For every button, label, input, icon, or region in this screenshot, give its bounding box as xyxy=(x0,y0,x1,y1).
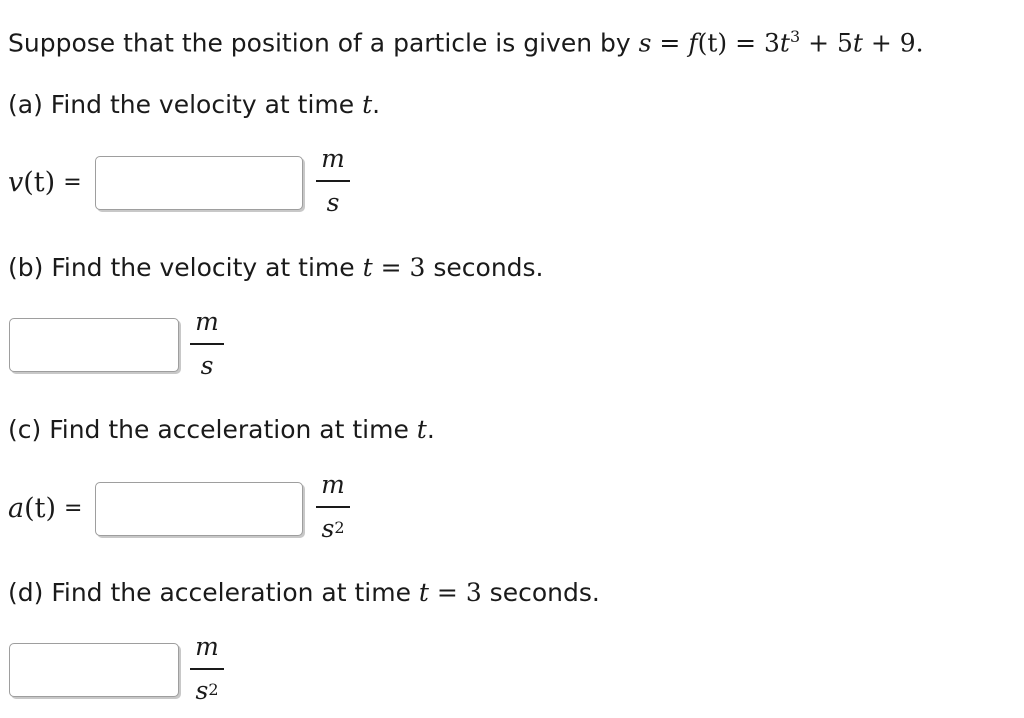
unit-base: s xyxy=(195,676,209,705)
acceleration-argument: (t) xyxy=(24,493,57,524)
time-variable: t xyxy=(852,28,863,58)
unit-exponent: 2 xyxy=(208,680,219,699)
unit-numerator: m xyxy=(321,144,345,173)
acceleration-at-3-input[interactable] xyxy=(10,644,178,696)
time-variable: t xyxy=(362,253,373,282)
seconds-label: seconds. xyxy=(425,253,544,282)
velocity-at-3-answer-box xyxy=(9,318,179,372)
linear-term-coefficient: + 5 xyxy=(800,28,853,58)
part-b-question xyxy=(8,251,544,285)
equals-sign: = xyxy=(727,28,764,58)
unit-denominator: s xyxy=(326,188,340,217)
seconds-label: seconds. xyxy=(481,578,600,607)
unit-denominator xyxy=(187,676,227,706)
part-c-question xyxy=(8,413,435,447)
acceleration-function-label xyxy=(8,492,88,528)
time-variable: t xyxy=(418,578,429,607)
time-variable: t xyxy=(779,28,790,58)
equals-sign: = xyxy=(63,170,82,195)
acceleration-unit xyxy=(187,632,227,706)
acceleration-unit xyxy=(313,470,353,544)
exponent: 3 xyxy=(789,27,801,46)
function-name: f xyxy=(688,28,698,58)
velocity-symbol: v xyxy=(8,167,24,198)
problem-statement xyxy=(8,20,924,60)
position-variable: s xyxy=(638,28,652,58)
part-d-question xyxy=(8,576,600,610)
acceleration-function-input[interactable] xyxy=(96,483,302,535)
time-value: 3 xyxy=(465,578,482,607)
unit-base: s xyxy=(321,514,335,543)
velocity-unit xyxy=(313,144,353,218)
equals-sign: = xyxy=(651,28,689,58)
unit-numerator: m xyxy=(321,470,345,499)
velocity-function-answer-box xyxy=(95,156,303,210)
part-d-prompt: (d) Find the acceleration at time xyxy=(8,578,419,607)
velocity-at-3-input[interactable] xyxy=(10,319,178,371)
unit-denominator: s xyxy=(200,351,214,380)
equals-sign: = xyxy=(64,496,83,521)
unit-denominator xyxy=(313,514,353,544)
time-variable: t xyxy=(362,90,373,119)
acceleration-at-3-answer-box xyxy=(9,643,179,697)
velocity-argument: (t) xyxy=(23,167,56,198)
part-a-question xyxy=(8,88,380,122)
fraction-bar xyxy=(316,506,350,508)
function-argument: (t) xyxy=(697,28,728,58)
part-a-prompt: (a) Find the velocity at time xyxy=(8,90,363,119)
period: . xyxy=(426,415,435,444)
unit-exponent: 2 xyxy=(334,518,345,537)
coefficient: 3 xyxy=(763,28,780,58)
intro-text: Suppose that the position of a particle is given by xyxy=(8,28,639,58)
time-variable: t xyxy=(416,415,427,444)
unit-numerator: m xyxy=(195,307,219,336)
acceleration-symbol: a xyxy=(8,493,25,524)
equals-sign: = xyxy=(428,578,466,607)
period: . xyxy=(372,90,381,119)
equals-sign: = xyxy=(372,253,410,282)
acceleration-function-answer-box xyxy=(95,482,303,536)
velocity-function-input[interactable] xyxy=(96,157,302,209)
fraction-bar xyxy=(316,180,350,182)
velocity-function-label xyxy=(8,166,88,202)
fraction-bar xyxy=(190,668,224,670)
part-c-prompt: (c) Find the acceleration at time xyxy=(8,415,417,444)
time-value: 3 xyxy=(409,253,426,282)
constant-term: + 9. xyxy=(862,28,924,58)
fraction-bar xyxy=(190,343,224,345)
velocity-unit xyxy=(187,307,227,381)
part-b-prompt: (b) Find the velocity at time xyxy=(8,253,363,282)
unit-numerator: m xyxy=(195,632,219,661)
